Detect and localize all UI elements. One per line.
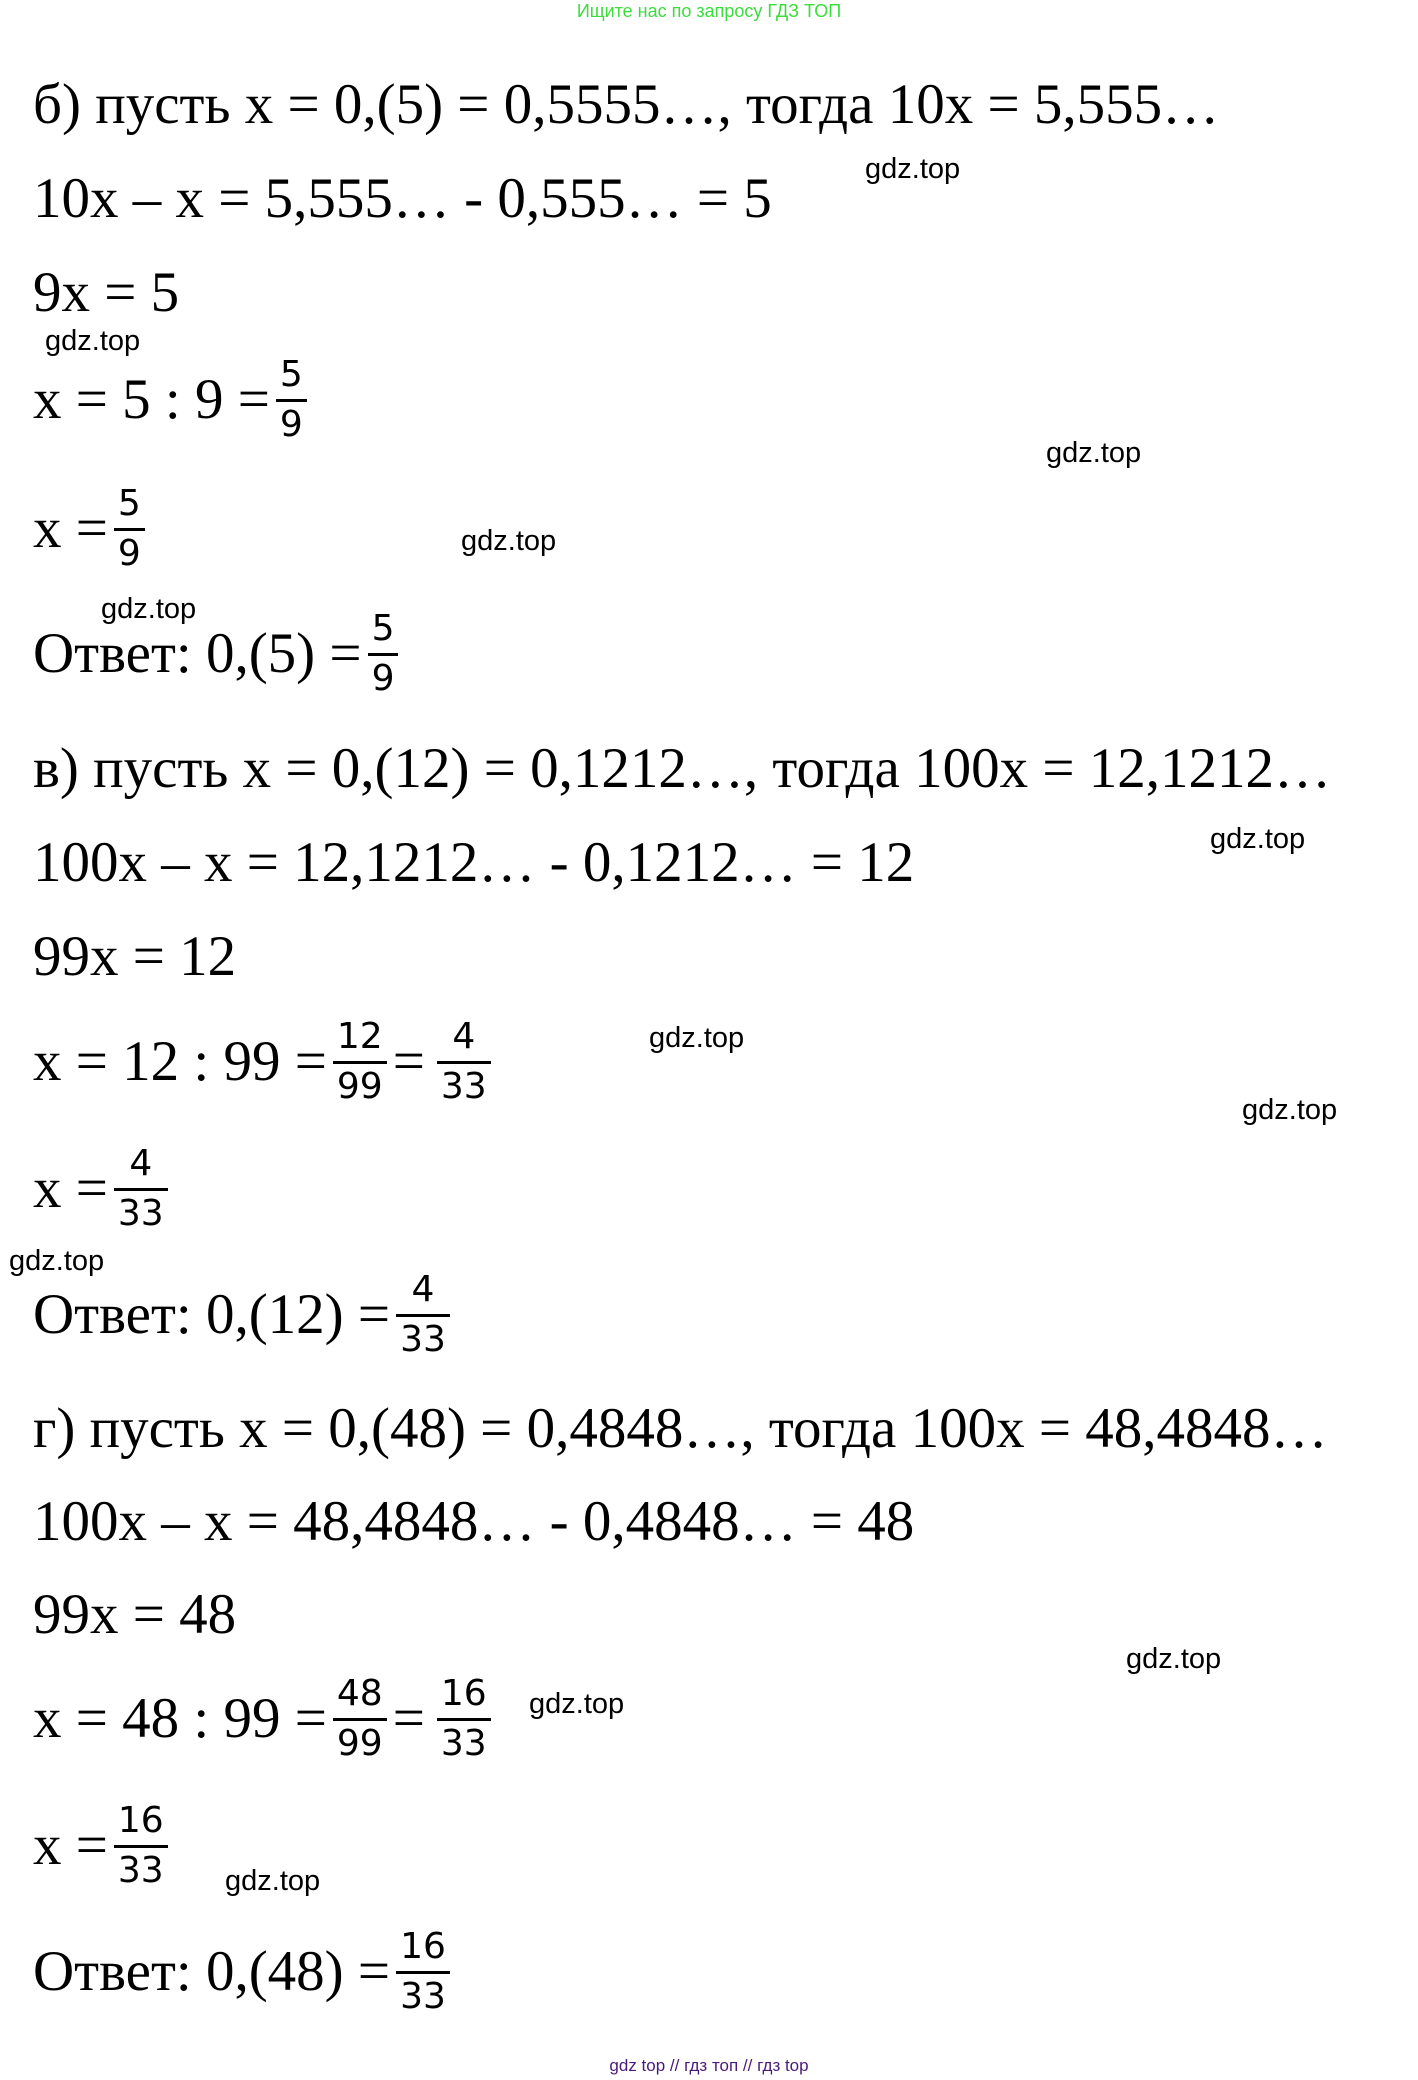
part-v-line-2-text: 100х – х = 12,1212… - 0,1212… = 12	[33, 831, 915, 894]
watermark: gdz.top	[225, 1865, 321, 1897]
fraction	[333, 1675, 387, 1763]
part-g-answer-text: Ответ: 0,(48) =	[33, 1940, 391, 2004]
fraction-denominator: 33	[400, 1318, 446, 1360]
watermark: gdz.top	[1210, 823, 1306, 855]
part-v-line-3	[33, 925, 237, 988]
fraction-denominator: 99	[336, 1065, 383, 1107]
fraction-numerator: 48	[336, 1673, 383, 1714]
fraction	[114, 1145, 168, 1233]
fraction	[437, 1675, 491, 1763]
fraction-numerator: 16	[117, 1800, 164, 1841]
part-g-line-5-text: х =	[33, 1814, 108, 1878]
watermark: gdz.top	[461, 525, 557, 557]
fraction	[396, 1928, 450, 2016]
fraction-bar	[114, 1188, 168, 1191]
part-g-answer	[33, 1928, 450, 2016]
part-v-answer	[33, 1271, 450, 1359]
fraction-bar	[333, 1061, 387, 1064]
part-b-line-5	[33, 485, 145, 573]
part-v-line-2	[33, 831, 915, 894]
part-g-line-2	[33, 1490, 915, 1553]
part-g-line-3-text: 99х = 48	[33, 1583, 237, 1646]
fraction-bar	[396, 1314, 450, 1317]
part-v-line-3-text: 99х = 12	[33, 925, 237, 988]
part-v-line-5-text: х =	[33, 1157, 108, 1221]
fraction	[437, 1018, 491, 1106]
part-b-answer	[33, 610, 398, 698]
part-v-answer-text: Ответ: 0,(12) =	[33, 1283, 391, 1347]
watermark: gdz.top	[9, 1245, 105, 1277]
part-b-line-4-text: х = 5 : 9 =	[33, 368, 270, 432]
part-b-line-3	[33, 261, 180, 324]
fraction	[396, 1271, 450, 1359]
part-g-line-3	[33, 1583, 237, 1646]
part-v-line-1-text: в) пусть х = 0,(12) = 0,1212…, тогда 100х = 12,1212…	[33, 737, 1332, 800]
fraction-bar	[437, 1718, 491, 1721]
part-g-line-4	[33, 1675, 491, 1763]
watermark: gdz.top	[529, 1688, 625, 1720]
fraction-numerator: 4	[129, 1143, 153, 1184]
equals-sign: =	[392, 1030, 425, 1094]
part-g-line-5	[33, 1802, 168, 1890]
part-b-line-3-text: 9х = 5	[33, 261, 180, 324]
fraction-denominator: 9	[371, 657, 395, 699]
part-v-line-4-text: х = 12 : 99 =	[33, 1030, 327, 1094]
part-b-answer-text: Ответ: 0,(5) =	[33, 622, 362, 686]
fraction-numerator: 16	[400, 1926, 446, 1967]
fraction-denominator: 9	[279, 403, 303, 445]
equals-sign: =	[392, 1687, 425, 1751]
part-v-line-5	[33, 1145, 168, 1233]
fraction	[114, 1802, 168, 1890]
fraction-numerator: 5	[117, 483, 141, 524]
fraction-numerator: 5	[279, 354, 303, 395]
watermark: gdz.top	[649, 1022, 745, 1054]
watermark: gdz.top	[1242, 1094, 1338, 1126]
fraction	[276, 356, 307, 444]
part-b-line-2-text: 10х – х = 5,555… - 0,555… = 5	[33, 167, 772, 230]
part-b-line-2	[33, 167, 772, 230]
fraction-numerator: 4	[411, 1269, 435, 1310]
fraction-bar	[333, 1718, 387, 1721]
watermark: gdz.top	[1046, 437, 1142, 469]
fraction-denominator: 33	[440, 1722, 487, 1764]
part-b-line-1-text: б) пусть х = 0,(5) = 0,5555…, тогда 10х = 5,555…	[33, 73, 1220, 136]
fraction	[368, 610, 399, 698]
footer: gdz top // гдз топ // гдз top	[609, 2056, 809, 2075]
part-v-line-4	[33, 1018, 491, 1106]
fraction-numerator: 4	[452, 1016, 476, 1057]
fraction-denominator: 33	[117, 1849, 164, 1891]
part-g-line-2-text: 100х – х = 48,4848… - 0,4848… = 48	[33, 1490, 915, 1553]
part-b-line-5-text: х =	[33, 497, 108, 561]
part-g-line-1	[33, 1397, 1328, 1460]
fraction	[114, 485, 145, 573]
fraction-denominator: 9	[117, 532, 141, 574]
top-banner: Ищите нас по запросу ГДЗ ТОП	[576, 1, 842, 21]
part-g-line-1-text: г) пусть х = 0,(48) = 0,4848…, тогда 100х = 48,4848…	[33, 1397, 1328, 1460]
fraction-bar	[276, 399, 307, 402]
fraction-bar	[114, 528, 145, 531]
fraction-numerator: 12	[336, 1016, 383, 1057]
fraction-bar	[396, 1971, 450, 1974]
fraction-denominator: 33	[117, 1192, 164, 1234]
watermark: gdz.top	[101, 593, 197, 625]
fraction-numerator: 16	[440, 1673, 487, 1714]
part-v-line-1	[33, 737, 1332, 800]
part-b-line-4	[33, 356, 307, 444]
watermark: gdz.top	[1126, 1643, 1222, 1675]
fraction-denominator: 33	[440, 1065, 487, 1107]
fraction	[333, 1018, 387, 1106]
part-g-line-4-text: х = 48 : 99 =	[33, 1687, 327, 1751]
watermark: gdz.top	[865, 153, 961, 185]
fraction-denominator: 99	[336, 1722, 383, 1764]
fraction-bar	[114, 1845, 168, 1848]
fraction-bar	[368, 653, 399, 656]
fraction-numerator: 5	[371, 608, 395, 649]
fraction-denominator: 33	[400, 1975, 446, 2017]
fraction-bar	[437, 1061, 491, 1064]
part-b-line-1	[33, 73, 1220, 136]
watermark: gdz.top	[45, 325, 141, 357]
